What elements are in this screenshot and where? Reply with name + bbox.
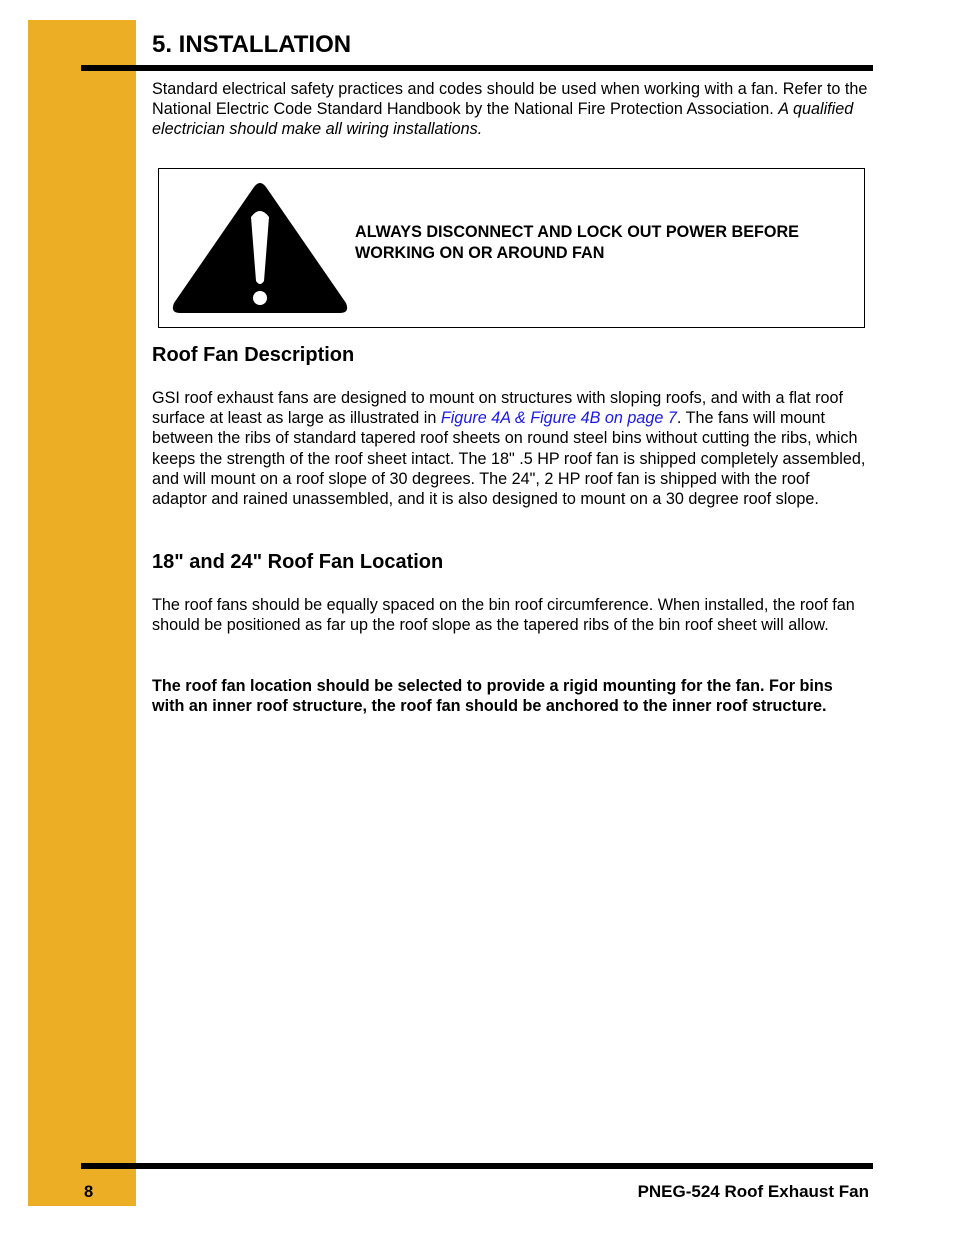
location-paragraph-1: The roof fans should be equally spaced on the bin roof circumference. When installed, the roof fan should be positioned as far up the roof slope as the tapered ribs of the bin roof sheet will allow. <box>152 596 855 635</box>
footer-rule <box>81 1163 873 1169</box>
roof-fan-description-heading: Roof Fan Description <box>152 344 355 366</box>
roof-fan-location-heading: 18" and 24" Roof Fan Location <box>152 551 444 573</box>
warning-line-1: ALWAYS DISCONNECT AND LOCK OUT POWER BEFORE <box>355 223 799 241</box>
roof-fan-description-paragraph <box>152 388 868 509</box>
intro-text: Standard electrical safety practices and codes should be used when working with a fan. Refer to the National Electric Code Standard Handbook by the National Fire Protection Association. <box>152 80 868 119</box>
header-rule <box>81 65 873 71</box>
chapter-title: 5. INSTALLATION <box>152 31 352 58</box>
description-text-before: GSI roof exhaust fans are designed to mount on structures with sloping roofs, and with a flat roof surface at least as large as illustrated in <box>152 389 844 428</box>
location-paragraph-2: The roof fan location should be selected to provide a rigid mounting for the fan. For bins with an inner roof structure, the roof fan should be anchored to the inner roof structure. <box>152 677 833 716</box>
document-title: PNEG-524 Roof Exhaust Fan <box>637 1182 869 1201</box>
warning-text <box>355 222 845 264</box>
warning-triangle-icon <box>170 181 350 315</box>
description-text-after: . The fans will mount between the ribs of standard tapered roof sheets on round steel bins without cutting the ribs, which keeps the strength of the roof sheet intact. The 18" .5 HP roof fan is shipped completely assembled, and will mount on a roof slope of 30 degrees. The 24", 2 HP roof fan is shipped with the roof adaptor and rained unassembled, and it is also designed to mount on a 30 degree roof slope. <box>152 409 866 509</box>
page-number: 8 <box>84 1183 94 1201</box>
figure-4-link[interactable]: Figure 4A & Figure 4B on page 7 <box>440 409 677 428</box>
warning-line-2: WORKING ON OR AROUND FAN <box>355 244 605 262</box>
intro-paragraph <box>152 79 868 140</box>
side-accent-bar <box>28 20 136 1206</box>
warning-box <box>158 168 865 328</box>
intro-italic: A qualified electrician should make all wiring installations. <box>152 100 854 139</box>
